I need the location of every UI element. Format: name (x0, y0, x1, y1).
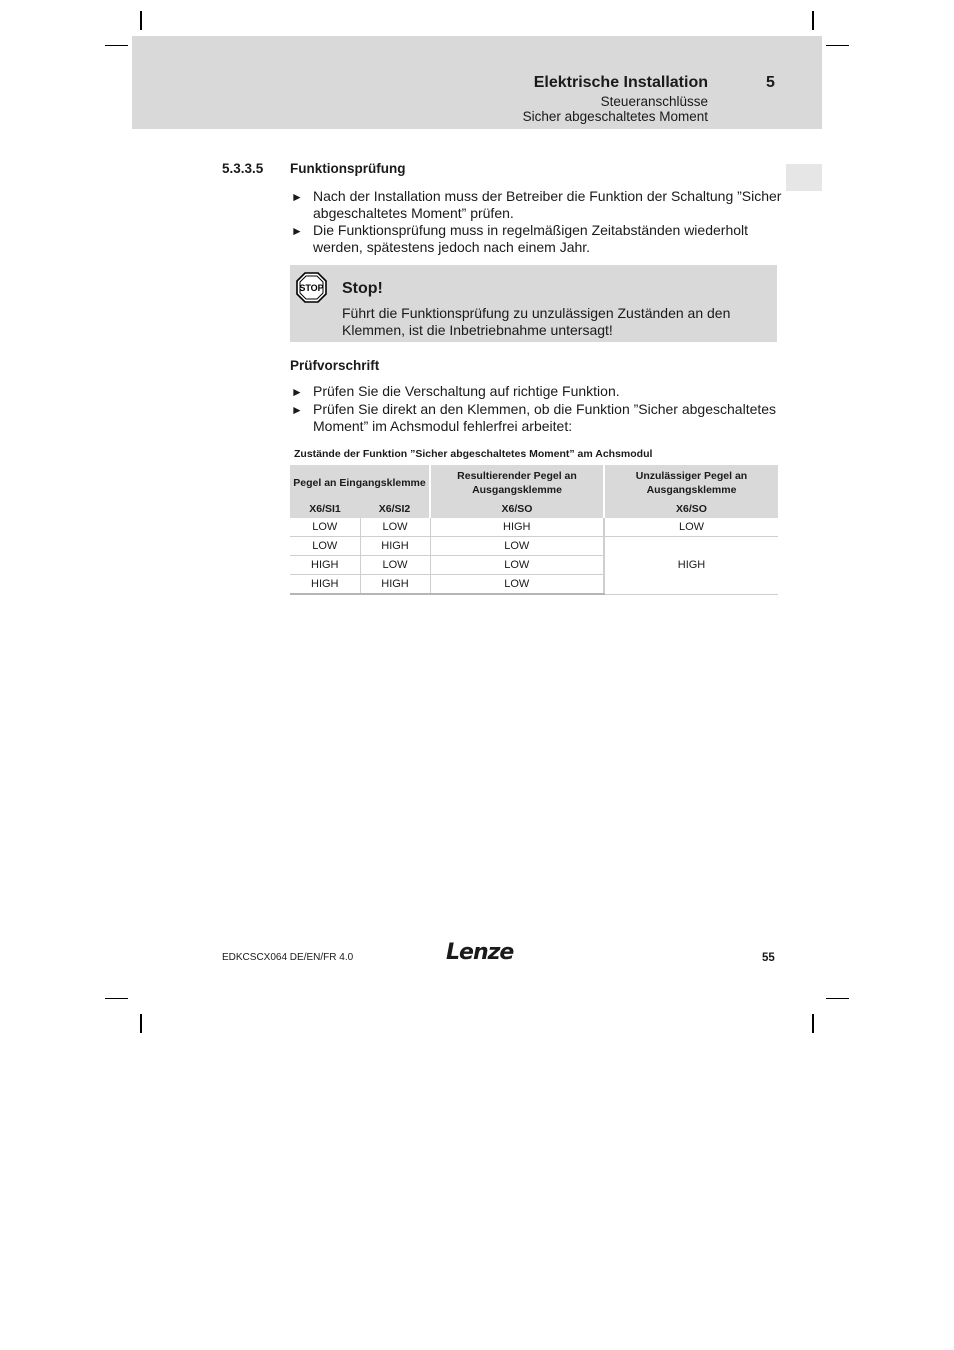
stop-title: Stop! (342, 280, 383, 297)
section-number: 5.3.3.5 (222, 161, 264, 176)
stop-text: Führt die Funktionsprüfung zu unzulässigen Zuständen an den Klemmen, ist die Inbetriebnahme untersagt! (342, 305, 731, 338)
chapter-side-tab (786, 164, 822, 191)
table-cell: HIGH (430, 518, 604, 537)
list-item: Prüfen Sie die Verschaltung auf richtige Funktion. (313, 383, 620, 399)
table-cell: HIGH (290, 556, 360, 575)
chapter-number: 5 (766, 74, 775, 91)
column-header: X6/SI1 (290, 500, 360, 518)
crop-mark (140, 1014, 142, 1033)
table-header-group: Resultierender Pegel an Ausgangsklemme (430, 465, 604, 500)
table-cell: LOW (290, 537, 360, 556)
subsection-title: Prüfvorschrift (290, 358, 380, 373)
table-row (290, 537, 778, 556)
bullet-marker-icon: ► (291, 224, 303, 238)
crop-mark (105, 998, 128, 999)
list-item: Prüfen Sie direkt an den Klemmen, ob die Funktion ”Sicher abgeschaltetes Moment” im Achsmodul fehlerfrei arbeitet: (313, 401, 777, 434)
table-cell: LOW (430, 575, 604, 595)
crop-mark (826, 998, 849, 999)
table-cell-merged: HIGH (604, 537, 778, 595)
states-table (290, 465, 778, 595)
list-item: Nach der Installation muss der Betreiber die Funktion der Schaltung ”Sicher abgeschaltetes Moment” prüfen. (313, 188, 782, 221)
table-cell: LOW (360, 556, 430, 575)
table-header-group: Pegel an Eingangsklemme (290, 465, 430, 500)
bullet-marker-icon: ► (291, 190, 303, 204)
list-item: Die Funktionsprüfung muss in regelmäßigen Zeitabständen wiederholt werden, spätestens jedoch nach einem Jahr. (313, 222, 749, 255)
document-id: EDKCSCX064 DE/EN/FR 4.0 (222, 952, 354, 963)
table-cell: LOW (290, 518, 360, 537)
page-number: 55 (762, 952, 775, 964)
header-subtitle: Sicher abgeschaltetes Moment (522, 109, 708, 124)
table-cell: LOW (430, 556, 604, 575)
table-caption: Zustände der Funktion ”Sicher abgeschaltetes Moment” am Achsmodul (294, 448, 653, 460)
crop-mark (105, 45, 128, 46)
column-header: X6/SO (604, 500, 778, 518)
crop-mark (812, 11, 814, 30)
crop-mark (826, 45, 849, 46)
table-header-group: Unzulässiger Pegel an Ausgangsklemme (604, 465, 778, 500)
table-cell: HIGH (360, 537, 430, 556)
bullet-marker-icon: ► (291, 385, 303, 399)
bullet-marker-icon: ► (291, 403, 303, 417)
table-cell: LOW (430, 537, 604, 556)
table-cell: HIGH (290, 575, 360, 595)
header-subtitle: Steueranschlüsse (600, 94, 708, 109)
stop-sign-icon (296, 272, 327, 303)
column-header: X6/SI2 (360, 500, 430, 518)
table-cell: LOW (604, 518, 778, 537)
table-row (290, 518, 778, 537)
crop-mark (140, 11, 142, 30)
table-cell: HIGH (360, 575, 430, 595)
lenze-logo: Lenze (446, 940, 514, 965)
table-cell: LOW (360, 518, 430, 537)
header-band (132, 36, 822, 129)
section-title: Funktionsprüfung (290, 161, 406, 176)
chapter-title: Elektrische Installation (533, 74, 708, 91)
column-header: X6/SO (430, 500, 604, 518)
crop-mark (812, 1014, 814, 1033)
stop-sign-label: STOP (299, 283, 324, 293)
